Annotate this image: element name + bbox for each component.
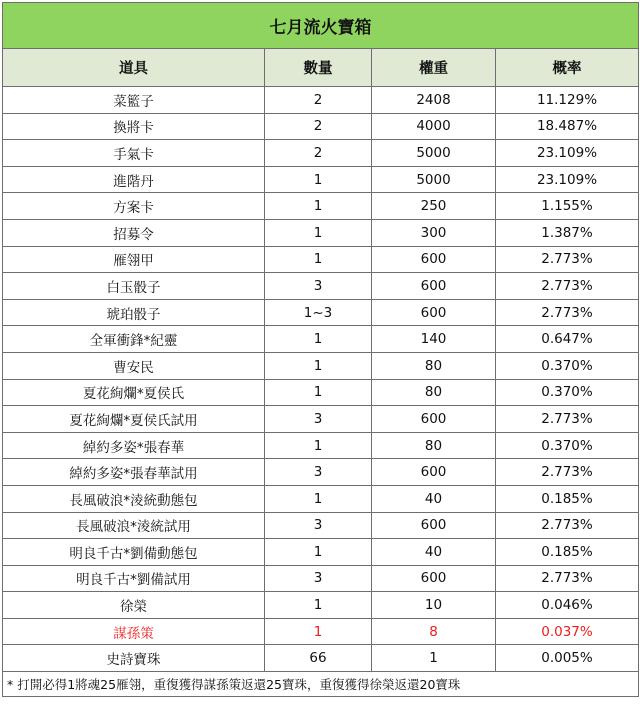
treasure-box-table-container xyxy=(2,2,638,697)
cell-probability: 1.387% xyxy=(496,219,639,246)
cell-probability: 1.155% xyxy=(496,193,639,220)
cell-quantity: 1 xyxy=(265,618,372,645)
cell-item: 招募令 xyxy=(3,219,265,246)
cell-quantity: 1 xyxy=(265,432,372,459)
cell-quantity: 1 xyxy=(265,539,372,566)
table-row xyxy=(3,459,639,486)
cell-item: 菜籃子 xyxy=(3,87,265,114)
table-row xyxy=(3,246,639,273)
table-row xyxy=(3,273,639,300)
cell-weight: 140 xyxy=(372,326,496,353)
note-row xyxy=(3,672,639,697)
cell-weight: 5000 xyxy=(372,140,496,167)
cell-probability: 0.370% xyxy=(496,432,639,459)
cell-quantity: 1 xyxy=(265,352,372,379)
cell-item: 曹安民 xyxy=(3,352,265,379)
cell-probability: 18.487% xyxy=(496,113,639,140)
table-row xyxy=(3,432,639,459)
cell-quantity: 1 xyxy=(265,246,372,273)
cell-item: 全軍衝鋒*紀靈 xyxy=(3,326,265,353)
cell-quantity: 1 xyxy=(265,485,372,512)
cell-item: 換將卡 xyxy=(3,113,265,140)
cell-quantity: 2 xyxy=(265,87,372,114)
cell-item: 夏花絢爛*夏侯氏試用 xyxy=(3,406,265,433)
cell-item: 明良千古*劉備動態包 xyxy=(3,539,265,566)
cell-weight: 80 xyxy=(372,352,496,379)
table-row xyxy=(3,379,639,406)
cell-quantity: 3 xyxy=(265,512,372,539)
footnote: * 打開必得1將魂25雁翎，重復獲得謀孫策返還25寶珠，重復獲得徐榮返還20寶珠 xyxy=(3,672,639,697)
cell-probability: 11.129% xyxy=(496,87,639,114)
cell-probability: 0.185% xyxy=(496,485,639,512)
cell-probability: 23.109% xyxy=(496,166,639,193)
cell-weight: 1 xyxy=(372,645,496,672)
column-header-quantity: 數量 xyxy=(265,49,372,87)
cell-quantity: 3 xyxy=(265,459,372,486)
table-row xyxy=(3,406,639,433)
table-row xyxy=(3,645,639,672)
cell-probability: 2.773% xyxy=(496,512,639,539)
cell-quantity: 1 xyxy=(265,166,372,193)
treasure-box-table xyxy=(2,2,639,697)
cell-item: 方案卡 xyxy=(3,193,265,220)
cell-quantity: 1 xyxy=(265,219,372,246)
cell-probability: 2.773% xyxy=(496,299,639,326)
cell-probability: 2.773% xyxy=(496,406,639,433)
cell-weight: 600 xyxy=(372,299,496,326)
cell-weight: 600 xyxy=(372,459,496,486)
cell-item: 白玉骰子 xyxy=(3,273,265,300)
table-row xyxy=(3,485,639,512)
cell-item: 雁翎甲 xyxy=(3,246,265,273)
cell-quantity: 1 xyxy=(265,193,372,220)
cell-weight: 600 xyxy=(372,512,496,539)
cell-quantity: 2 xyxy=(265,113,372,140)
cell-weight: 2408 xyxy=(372,87,496,114)
cell-weight: 4000 xyxy=(372,113,496,140)
table-row xyxy=(3,219,639,246)
cell-weight: 8 xyxy=(372,618,496,645)
table-row xyxy=(3,512,639,539)
table-row xyxy=(3,140,639,167)
cell-item: 綽約多姿*張春華試用 xyxy=(3,459,265,486)
cell-item: 夏花絢爛*夏侯氏 xyxy=(3,379,265,406)
cell-weight: 80 xyxy=(372,432,496,459)
cell-item: 長風破浪*淩統動態包 xyxy=(3,485,265,512)
title-row xyxy=(3,3,639,49)
cell-quantity: 1~3 xyxy=(265,299,372,326)
cell-weight: 600 xyxy=(372,406,496,433)
cell-probability: 2.773% xyxy=(496,459,639,486)
cell-weight: 300 xyxy=(372,219,496,246)
cell-probability: 2.773% xyxy=(496,273,639,300)
cell-weight: 600 xyxy=(372,273,496,300)
cell-item: 史詩寶珠 xyxy=(3,645,265,672)
cell-weight: 80 xyxy=(372,379,496,406)
table-row xyxy=(3,326,639,353)
cell-weight: 40 xyxy=(372,539,496,566)
cell-item: 明良千古*劉備試用 xyxy=(3,565,265,592)
cell-item: 手氣卡 xyxy=(3,140,265,167)
table-row xyxy=(3,87,639,114)
cell-probability: 0.046% xyxy=(496,592,639,619)
cell-probability: 0.647% xyxy=(496,326,639,353)
cell-item: 綽約多姿*張春華 xyxy=(3,432,265,459)
cell-weight: 600 xyxy=(372,565,496,592)
table-row xyxy=(3,565,639,592)
table-title: 七月流火寶箱 xyxy=(3,3,639,49)
column-header-weight: 權重 xyxy=(372,49,496,87)
column-header-probability: 概率 xyxy=(496,49,639,87)
cell-item: 長風破浪*淩統試用 xyxy=(3,512,265,539)
table-row xyxy=(3,592,639,619)
cell-probability: 0.037% xyxy=(496,618,639,645)
cell-item: 徐榮 xyxy=(3,592,265,619)
cell-item: 謀孫策 xyxy=(3,618,265,645)
cell-probability: 2.773% xyxy=(496,565,639,592)
cell-probability: 2.773% xyxy=(496,246,639,273)
table-row xyxy=(3,166,639,193)
table-body xyxy=(3,87,639,672)
cell-quantity: 3 xyxy=(265,406,372,433)
cell-weight: 250 xyxy=(372,193,496,220)
cell-probability: 0.370% xyxy=(496,379,639,406)
table-row xyxy=(3,299,639,326)
cell-item: 琥珀骰子 xyxy=(3,299,265,326)
cell-quantity: 2 xyxy=(265,140,372,167)
cell-probability: 23.109% xyxy=(496,140,639,167)
cell-weight: 10 xyxy=(372,592,496,619)
table-row xyxy=(3,539,639,566)
table-row xyxy=(3,193,639,220)
cell-quantity: 1 xyxy=(265,379,372,406)
cell-probability: 0.185% xyxy=(496,539,639,566)
table-row xyxy=(3,618,639,645)
cell-quantity: 1 xyxy=(265,592,372,619)
cell-quantity: 66 xyxy=(265,645,372,672)
cell-weight: 600 xyxy=(372,246,496,273)
cell-quantity: 1 xyxy=(265,326,372,353)
cell-quantity: 3 xyxy=(265,565,372,592)
cell-quantity: 3 xyxy=(265,273,372,300)
column-header-item: 道具 xyxy=(3,49,265,87)
table-row xyxy=(3,113,639,140)
cell-weight: 40 xyxy=(372,485,496,512)
cell-item: 進階丹 xyxy=(3,166,265,193)
cell-probability: 0.370% xyxy=(496,352,639,379)
cell-probability: 0.005% xyxy=(496,645,639,672)
header-row xyxy=(3,49,639,87)
cell-weight: 5000 xyxy=(372,166,496,193)
table-row xyxy=(3,352,639,379)
